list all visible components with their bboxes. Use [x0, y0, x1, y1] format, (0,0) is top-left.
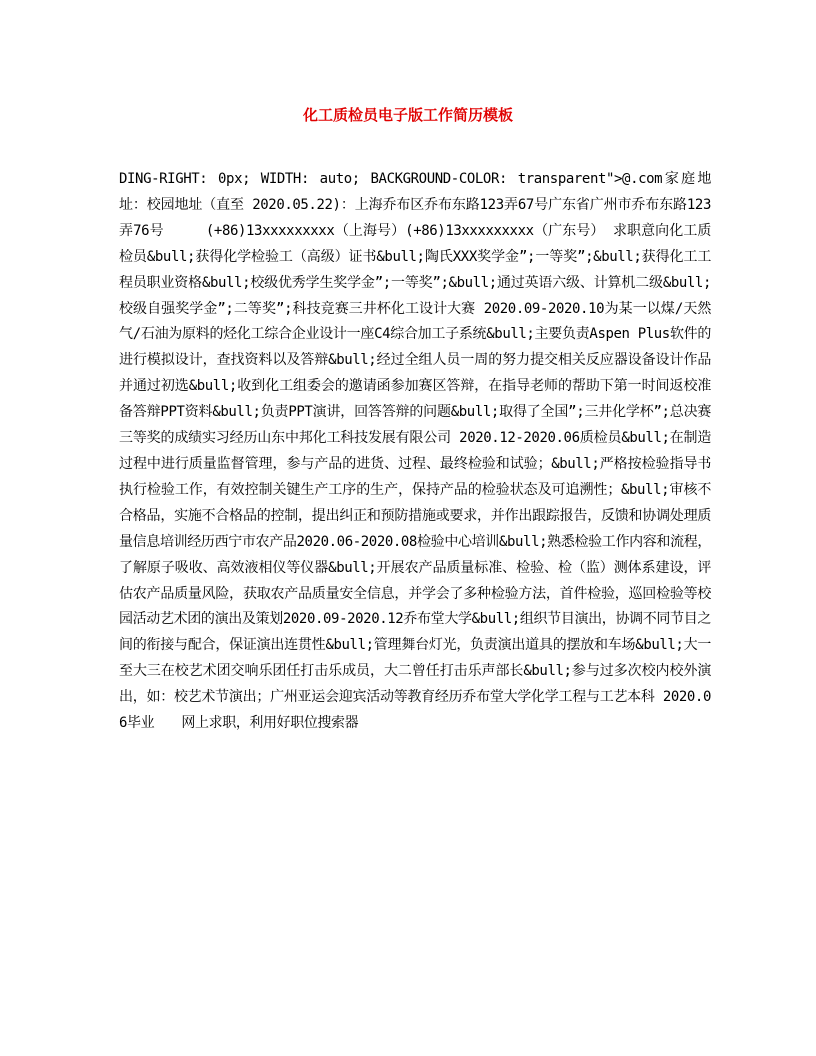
document-title: 化工质检员电子版工作简历模板: [302, 106, 513, 124]
resume-body-text: DING-RIGHT: 0px; WIDTH: auto; BACKGROUND-COLOR: transparent">@.com家庭地址：校园地址（直至 2020.05.22)：上海乔布区乔布东路123弄67号广东省广州市乔布东路123弄76号 (+86)13xxxxxxxxx（上海号）(+86)13xxxxxxxxx（广东号） 求职意向化工质检员&bull;获得化学检验工（高级）证书&bull;陶氏XXX奖学金”;一等奖”;&bull;获得化工工程员职业资格&bull;校级优秀学生奖学金”;一等奖”;&bull;通过英语六级、计算机二级&bull;校级自强奖学金”;二等奖”;科技竞赛三井杯化工设计大赛 2020.09-2020.10为某一以煤/天然气/石油为原料的烃化工综合企业设计一座C4综合加工子系统&bull;主要负责Aspen Plus软件的进行模拟设计，查找资料以及答辩&bull;经过全组人员一周的努力提交相关反应器设备设计作品并通过初选&bull;收到化工组委会的邀请函参加赛区答辩，在指导老师的帮助下第一时间返校准备答辩PPT资料&bull;负责PPT演讲，回答答辩的问题&bull;取得了全国”;三井化学杯”;总决赛三等奖的成绩实习经历山东中邦化工科技发展有限公司 2020.12-2020.06质检员&bull;在制造过程中进行质量监督管理，参与产品的进货、过程、最终检验和试验；&bull;严格按检验指导书执行检验工作，有效控制关键生产工序的生产，保持产品的检验状态及可追溯性；&bull;审核不合格品，实施不合格品的控制，提出纠正和预防措施或要求，并作出跟踪报告，反馈和协调处理质量信息培训经历西宁市农产品2020.06-2020.08检验中心培训&bull;熟悉检验工作内容和流程，了解原子吸收、高效液相仪等仪器&bull;开展农产品质量标准、检验、检（监）测体系建设，评估农产品质量风险，获取农产品质量安全信息，并学会了多种检验方法，首件检验，巡回检验等校园活动艺术团的演出及策划2020.09-2020.12乔布堂大学&bull;组织节目演出，协调不同节目之间的衔接与配合，保证演出连贯性&bull;管理舞台灯光，负责演出道具的摆放和车场&bull;大一至大三在校艺术团交响乐团任打击乐成员，大二曾任打击乐声部长&bull;参与过多次校内校外演出，如：校艺术节演出；广州亚运会迎宾活动等教育经历乔布堂大学化学工程与工艺本科 2020.06毕业 网上求职，利用好职位搜索器: [119, 171, 711, 732]
